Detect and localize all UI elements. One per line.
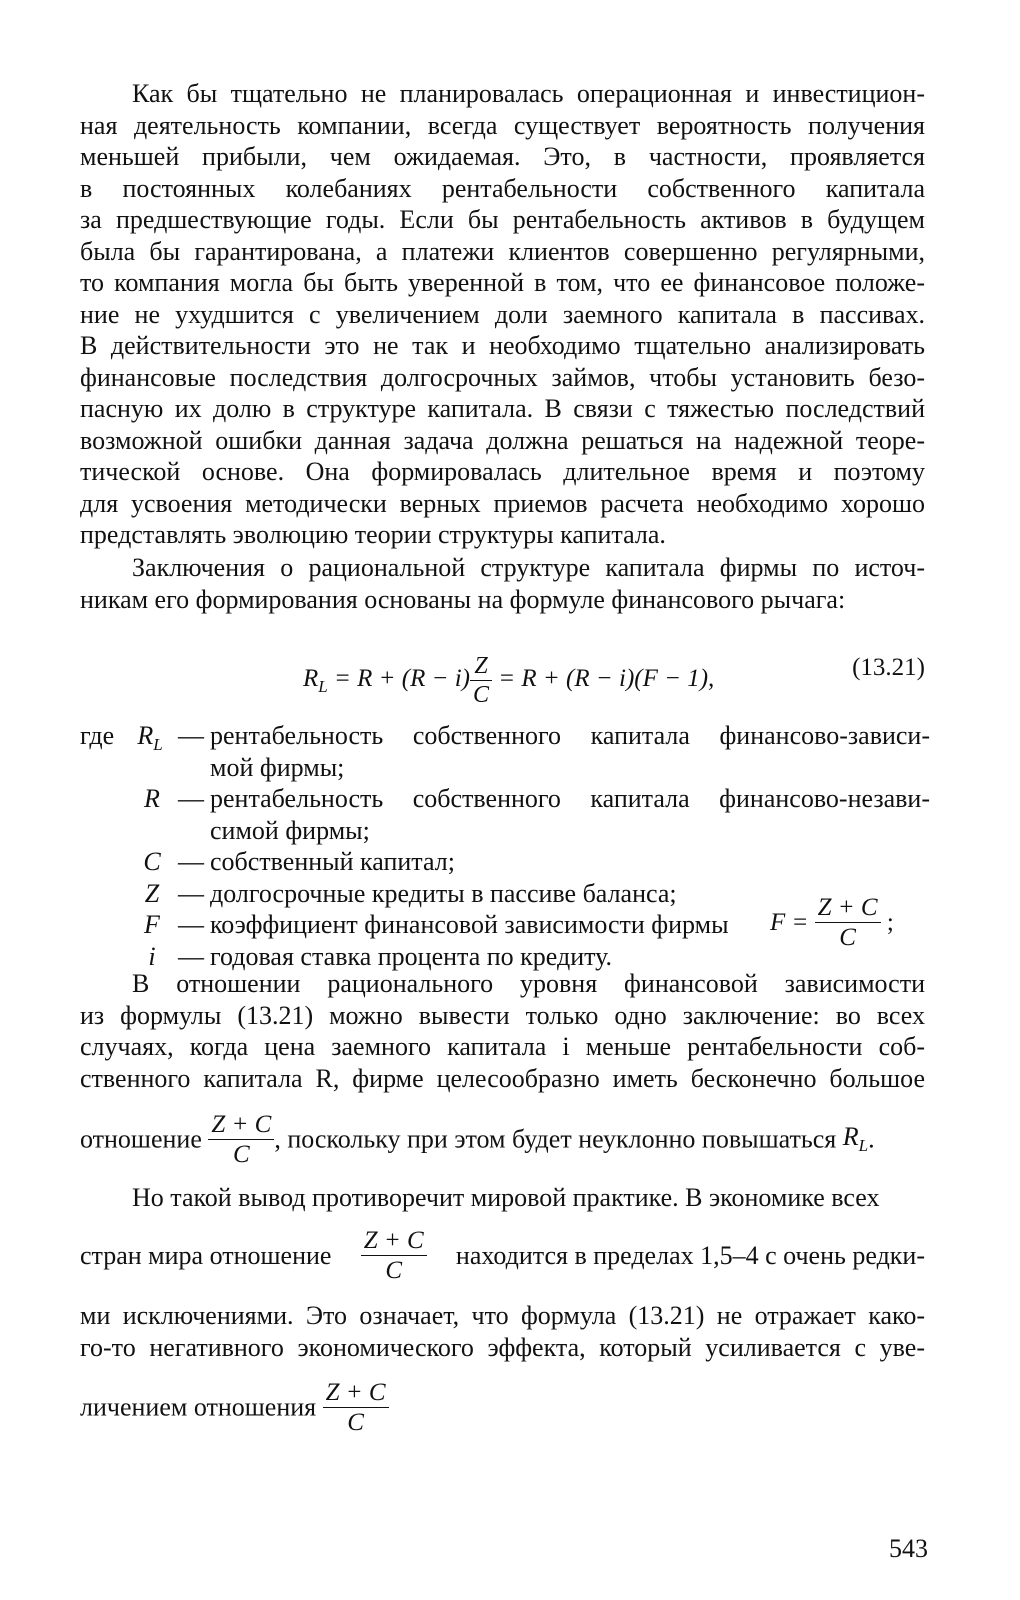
- text-line: для усвоения методически верных приемов расчета необходимо хорошо: [80, 488, 925, 518]
- definition-symbol: F: [144, 910, 160, 939]
- definition-symbol: i: [148, 941, 156, 971]
- fraction-denominator: C: [385, 1257, 403, 1284]
- definition-text: симой фирмы;: [210, 815, 370, 845]
- definition-dash: —: [178, 878, 204, 908]
- equation-fraction: [470, 654, 492, 707]
- page-number: 543: [889, 1534, 928, 1563]
- fraction-bar: [208, 1139, 274, 1140]
- text-line: случаях, когда цена заемного капитала i меньше рентабельности соб-: [80, 1032, 925, 1061]
- equation-lhs: R: [303, 665, 319, 693]
- text-line: из формулы (13.21) можно вывести только одно заключение: во всех: [80, 1000, 925, 1030]
- definition-symbol: C: [143, 847, 161, 876]
- ratio-line-end-tail: .: [868, 1124, 875, 1154]
- text-line: пасную их долю в структуре капитала. В связи с тяжестью последствий: [80, 394, 925, 423]
- fraction-numerator: Z: [474, 653, 488, 679]
- equation-13-21: [0, 632, 1020, 708]
- definition-text: рентабельность собственного капитала финансово-незави-: [210, 784, 930, 813]
- ratio-fraction-2: [361, 1228, 427, 1283]
- definition-row: [80, 846, 930, 878]
- equation-body: [303, 654, 714, 707]
- definition-symbol: $R_L$: [137, 721, 163, 755]
- definition-row: [80, 894, 930, 951]
- ratio-fraction: [208, 1112, 274, 1167]
- text-line: никам его формирования основаны на формуле финансового рычага:: [80, 584, 846, 614]
- ratio-line-post: , поскольку при этом будет неуклонно повышаться: [274, 1124, 837, 1154]
- text-line: В отношении рационального уровня финансовой зависимости: [132, 969, 925, 998]
- definitions-lead: где: [80, 721, 115, 750]
- ratio-line-2: [80, 1228, 925, 1283]
- text-line: Как бы тщательно не планировалась операционная и инвестицион-: [132, 79, 925, 108]
- fraction-bar: [323, 1407, 389, 1408]
- definition-row: [80, 752, 930, 784]
- text-line: го-то негативного экономического эффекта, который усиливается с уве-: [80, 1332, 925, 1362]
- text-line: ние не ухудшится с увеличением доли заемного капитала в пассивах.: [80, 299, 925, 329]
- fraction-numerator: Z + C: [325, 1379, 386, 1406]
- paragraph-1: [80, 78, 925, 551]
- equation-part-1: = R + (R − i): [327, 665, 470, 693]
- ratio-line-pre: отношение: [80, 1124, 202, 1154]
- fraction-denominator: C: [347, 1409, 364, 1436]
- ratio-line-end-symbol: $R_L$: [842, 1122, 869, 1156]
- fraction-numerator: Z + C: [211, 1111, 272, 1138]
- definition-row: [80, 815, 930, 847]
- definition-dash: —: [178, 910, 204, 939]
- definition-text: годовая ставка процента по кредиту.: [210, 941, 613, 971]
- fraction-numerator: Z + C: [363, 1227, 424, 1254]
- text-line: Заключения о рациональной структуре капитала фирмы по источ-: [132, 553, 925, 582]
- definition-text: рентабельность собственного капитала финансово-зависи-: [210, 721, 930, 750]
- text-line: в постоянных колебаниях рентабельности собственного капитала: [80, 173, 925, 203]
- definition-symbol: R: [144, 784, 160, 813]
- definition-text: коэффициент финансовой зависимости фирмы: [210, 910, 729, 939]
- text-line: меньшей прибыли, чем ожидаемая. Это, в частности, проявляется: [80, 142, 925, 171]
- definition-dash: —: [178, 784, 204, 813]
- paragraph-3: [80, 968, 925, 1094]
- fraction-denominator: C: [473, 682, 490, 708]
- definition-dash: —: [178, 721, 204, 750]
- definition-dash: —: [178, 847, 204, 876]
- f-definition-lhs: F =: [770, 908, 809, 936]
- text-line: В действительности это не так и необходимо тщательно анализировать: [80, 331, 925, 360]
- text-line: ная деятельность компании, всегда существует вероятность получения: [80, 110, 925, 140]
- f-definition-tail: ;: [886, 908, 894, 936]
- line5-pre: личением отношения: [80, 1392, 317, 1422]
- definition-text: мой фирмы;: [210, 752, 345, 782]
- fraction-bar: [815, 922, 881, 923]
- text-line: за предшествующие годы. Если бы рентабельность активов в будущем: [80, 205, 925, 234]
- text-line: Но такой вывод противоречит мировой практике. В экономике всех: [132, 1183, 880, 1212]
- fraction-numerator: Z + C: [817, 894, 878, 921]
- text-line: ственного капитала R, фирме целесообразно иметь бесконечно большое: [80, 1063, 925, 1093]
- definition-symbol: Z: [144, 878, 160, 908]
- equation-lhs-subscript: L: [318, 677, 328, 697]
- text-line: ми исключениями. Это означает, что формула (13.21) не отражает како-: [80, 1301, 925, 1330]
- fraction-bar: [361, 1255, 427, 1256]
- text-line: тической основе. Она формировалась длительное время и поэтому: [80, 457, 925, 486]
- ratio-line-3: [80, 1380, 925, 1435]
- text-line: то компания могла бы быть уверенной в том, что ее финансовое положе-: [80, 268, 925, 297]
- text-line: представлять эволюцию теории структуры капитала.: [80, 520, 666, 549]
- fraction-bar: [470, 680, 492, 681]
- definition-text: долгосрочные кредиты в пассиве баланса;: [210, 878, 677, 908]
- definition-text: собственный капитал;: [210, 847, 455, 876]
- definitions-list: [80, 720, 930, 972]
- equation-number: (13.21): [852, 654, 925, 681]
- definition-row: [80, 720, 930, 755]
- paragraph-4-cont: [80, 1300, 925, 1363]
- line2-post: находится в пределах 1,5–4 с очень редки-: [455, 1240, 925, 1270]
- fraction-denominator: C: [839, 924, 856, 951]
- definition-row: [80, 783, 930, 815]
- ratio-fraction-3: [323, 1380, 389, 1435]
- equation-part-2: = R + (R − i)(F − 1),: [492, 665, 715, 693]
- paragraph-2: [80, 552, 925, 615]
- line2-pre: стран мира отношение: [80, 1240, 332, 1270]
- fraction-denominator: C: [233, 1141, 250, 1168]
- ratio-line: [80, 1112, 925, 1167]
- paragraph-4: [80, 1182, 925, 1214]
- definition-dash: —: [178, 941, 204, 971]
- text-line: возможной ошибки данная задача должна решаться на надежной теоре-: [80, 425, 925, 455]
- text-line: финансовые последствия долгосрочных займов, чтобы установить безо-: [80, 362, 925, 392]
- text-line: была бы гарантирована, а платежи клиентов совершенно регулярными,: [80, 236, 925, 266]
